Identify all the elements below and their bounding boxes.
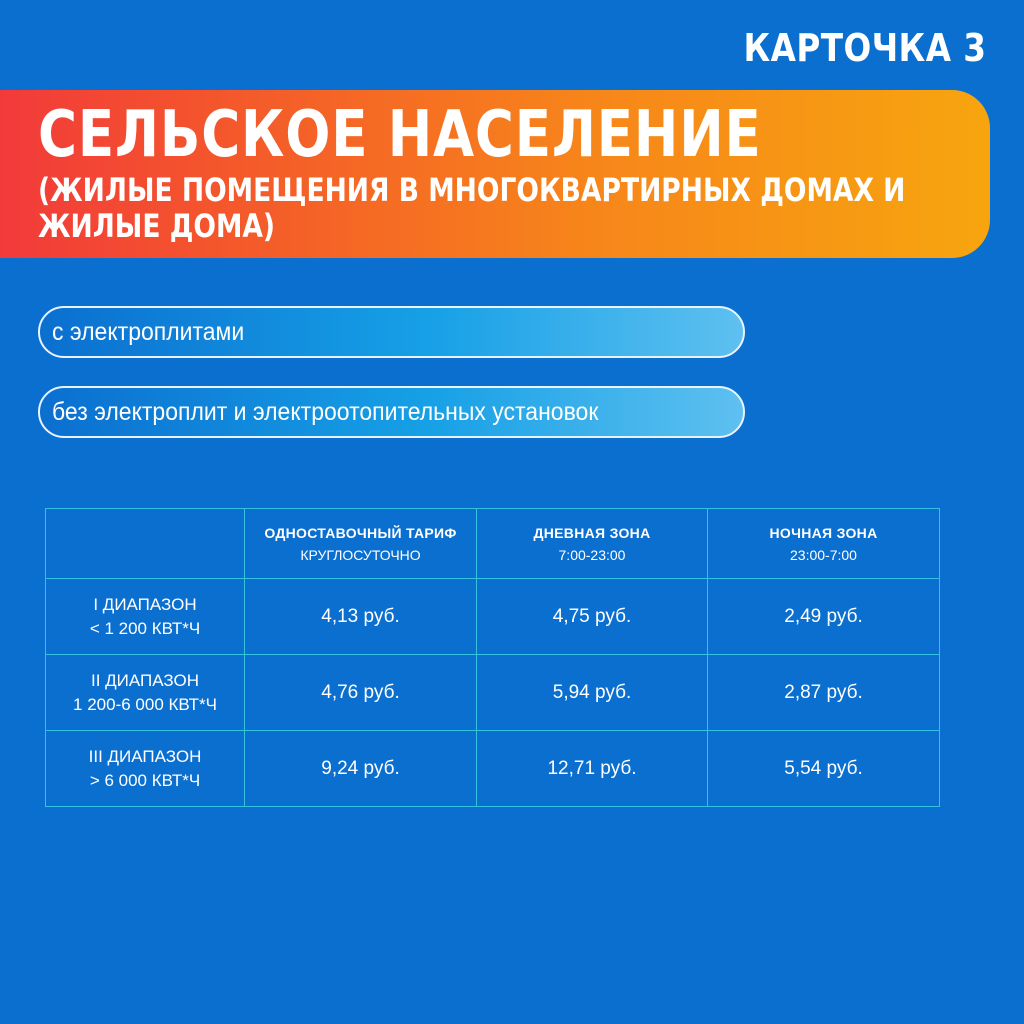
night-price: 2,49 руб.: [708, 579, 940, 655]
header-day-zone: [477, 509, 708, 579]
range-cell: [46, 731, 245, 807]
header-single-tariff: [245, 509, 477, 579]
header-subtitle: КРУГЛОСУТОЧНО: [300, 546, 421, 563]
night-price: 2,87 руб.: [708, 655, 940, 731]
table-row: [46, 655, 940, 731]
range-value: 1 200-6 000 КВТ*Ч: [73, 694, 217, 714]
header-empty: [46, 509, 245, 579]
header-night-zone: [708, 509, 940, 579]
single-price: 9,24 руб.: [245, 731, 477, 807]
range-cell: [46, 579, 245, 655]
option-with-electric-stoves[interactable]: [38, 306, 745, 358]
header-subtitle: 7:00-23:00: [558, 546, 626, 563]
range-name: III ДИАПАЗОН: [88, 746, 202, 766]
table-header-row: [46, 509, 940, 579]
day-price: 4,75 руб.: [477, 579, 708, 655]
range-name: II ДИАПАЗОН: [91, 670, 199, 690]
range-value: < 1 200 КВТ*Ч: [89, 618, 201, 638]
table-row: [46, 731, 940, 807]
tariff-table: [45, 508, 940, 807]
option-without-electric-stoves[interactable]: [38, 386, 745, 438]
option-label: без электроплит и электроотопительных установок: [52, 398, 599, 426]
option-label: с электроплитами: [52, 318, 245, 346]
table-row: [46, 579, 940, 655]
header-subtitle: 23:00-7:00: [790, 546, 857, 563]
night-price: 5,54 руб.: [708, 731, 940, 807]
day-price: 12,71 руб.: [477, 731, 708, 807]
single-price: 4,76 руб.: [245, 655, 477, 731]
page-title: СЕЛЬСКОЕ НАСЕЛЕНИЕ: [38, 98, 762, 172]
range-cell: [46, 655, 245, 731]
header-title: ДНЕВНАЯ ЗОНА: [533, 524, 651, 541]
single-price: 4,13 руб.: [245, 579, 477, 655]
page-subtitle: (ЖИЛЫЕ ПОМЕЩЕНИЯ В МНОГОКВАРТИРНЫХ ДОМАХ И ЖИЛЫЕ ДОМА): [38, 171, 906, 245]
day-price: 5,94 руб.: [477, 655, 708, 731]
range-name: I ДИАПАЗОН: [93, 594, 197, 614]
header-title: НОЧНАЯ ЗОНА: [769, 524, 878, 541]
card-label: КАРТОЧКА 3: [743, 26, 986, 70]
range-value: > 6 000 КВТ*Ч: [89, 770, 201, 790]
header-title: ОДНОСТАВОЧНЫЙ ТАРИФ: [264, 524, 457, 541]
